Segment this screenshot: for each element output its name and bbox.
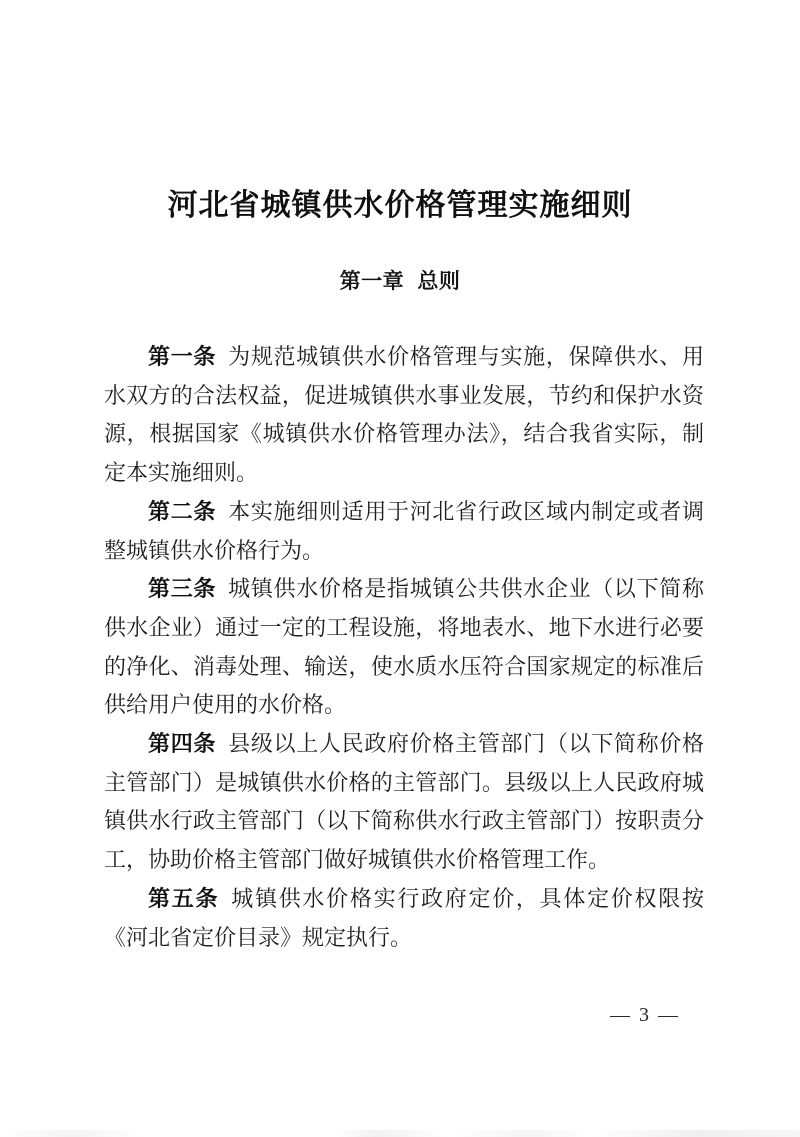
- document-title: 河北省城镇供水价格管理实施细则: [167, 189, 633, 222]
- article-text: 为规范城镇供水价格管理与实施，保障供水、用水双方的合法权益，促进城镇供水事业发展，节约和保护水资源，根据国家《城镇供水价格管理办法》，结合我省实际，制定本实施细则。: [104, 344, 704, 486]
- chapter-heading: 第一章 总则: [339, 270, 461, 293]
- article-paragraph: [104, 493, 704, 570]
- article-paragraph: [104, 338, 704, 493]
- article-label: 第五条: [148, 885, 220, 911]
- page-number: — 3 —: [610, 1004, 680, 1026]
- article-paragraph: [104, 880, 704, 957]
- article-text: 县级以上人民政府价格主管部门（以下简称价格主管部门）是城镇供水价格的主管部门。县级以上人民政府城镇供水行政主管部门（以下简称供水行政主管部门）按职责分工，协助价格主管部门做好城镇供水价格管理工作。: [104, 731, 704, 873]
- article-paragraph: [104, 570, 704, 725]
- article-label: 第一条: [148, 344, 217, 369]
- document-body: [104, 338, 704, 957]
- article-paragraph: [104, 725, 704, 880]
- article-text: 本实施细则适用于河北省行政区域内制定或者调整城镇供水价格行为。: [104, 498, 704, 563]
- article-text: 城镇供水价格实行政府定价，具体定价权限按《河北省定价目录》规定执行。: [104, 885, 704, 950]
- scan-edge-artifact: [0, 1130, 800, 1137]
- article-text: 城镇供水价格是指城镇公共供水企业（以下简称供水企业）通过一定的工程设施，将地表水、地下水进行必要的净化、消毒处理、输送，使水质水压符合国家规定的标准后供给用户使用的水价格。: [104, 576, 704, 718]
- article-label: 第三条: [148, 576, 217, 602]
- article-label: 第二条: [148, 498, 217, 524]
- article-label: 第四条: [148, 731, 217, 757]
